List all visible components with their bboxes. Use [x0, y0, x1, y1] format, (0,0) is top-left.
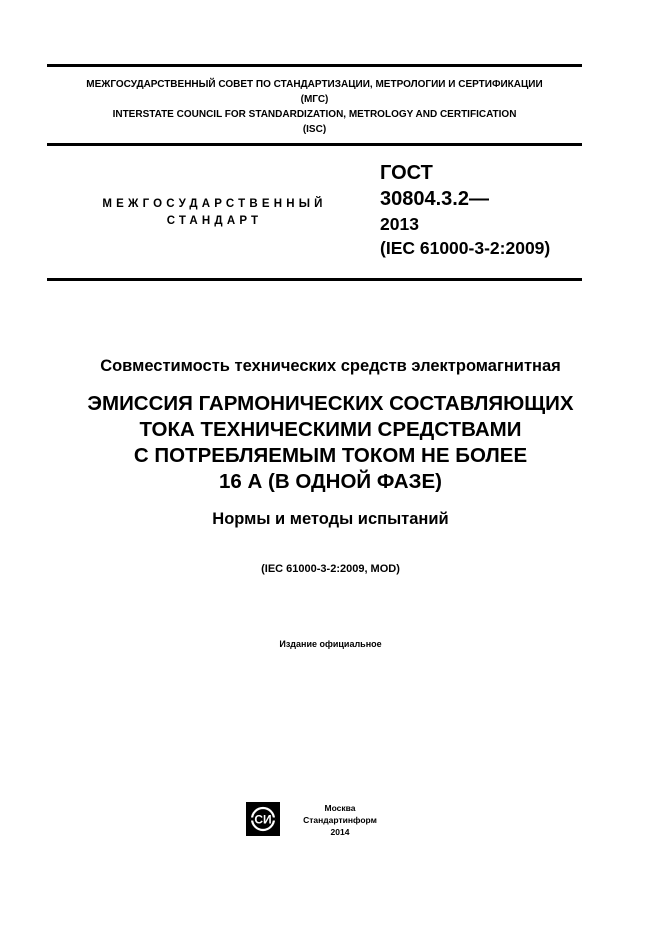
designation-bottom-rule: [47, 278, 582, 281]
standartinform-logo-icon: [246, 802, 280, 836]
standard-type-line2: СТАНДАРТ: [166, 215, 263, 227]
gost-iec-equivalent: (IEC 61000-3-2:2009): [380, 238, 551, 258]
logo-text: СИ: [254, 812, 272, 827]
standard-type-label: [62, 196, 367, 230]
council-line-en: INTERSTATE COUNCIL FOR STANDARDIZATION, METROLOGY AND CERTIFICATION: [112, 109, 517, 120]
publisher-city: Москва: [324, 803, 356, 813]
gost-number: 30804.3.2—: [380, 188, 489, 210]
publisher-block: [290, 802, 390, 838]
publisher-year: 2014: [330, 827, 350, 837]
council-abbr-en: (ISC): [302, 124, 327, 135]
iec-reference: (IEC 61000-3-2:2009, MOD): [261, 563, 400, 575]
top-rule: [47, 64, 582, 67]
council-line-ru: МЕЖГОСУДАРСТВЕННЫЙ СОВЕТ ПО СТАНДАРТИЗАЦИИ, МЕТРОЛОГИИ И СЕРТИФИКАЦИИ: [86, 79, 543, 90]
gost-label: ГОСТ: [380, 162, 433, 184]
title-line-1: ЭМИССИЯ ГАРМОНИЧЕСКИХ СОСТАВЛЯЮЩИХ: [87, 392, 574, 415]
header-separator-rule: [47, 143, 582, 146]
document-subtitle: Совместимость технических средств электромагнитная: [100, 357, 561, 375]
gost-designation: [380, 160, 600, 260]
publisher-name: Стандартинформ: [303, 815, 377, 825]
title-line-4: 16 А (В ОДНОЙ ФАЗЕ): [219, 470, 442, 493]
title-line-3: С ПОТРЕБЛЯЕМЫМ ТОКОМ НЕ БОЛЕЕ: [133, 444, 528, 467]
document-title: [0, 391, 661, 495]
council-header: [47, 77, 582, 137]
document-norms-subtitle: Нормы и методы испытаний: [212, 510, 449, 528]
gost-year: 2013: [380, 214, 419, 234]
title-line-2: ТОКА ТЕХНИЧЕСКИМИ СРЕДСТВАМИ: [139, 418, 522, 441]
standard-type-line1: МЕЖГОСУДАРСТВЕННЫЙ: [102, 198, 327, 210]
edition-note: Издание официальное: [279, 639, 382, 649]
council-abbr-ru: (МГС): [300, 94, 329, 105]
